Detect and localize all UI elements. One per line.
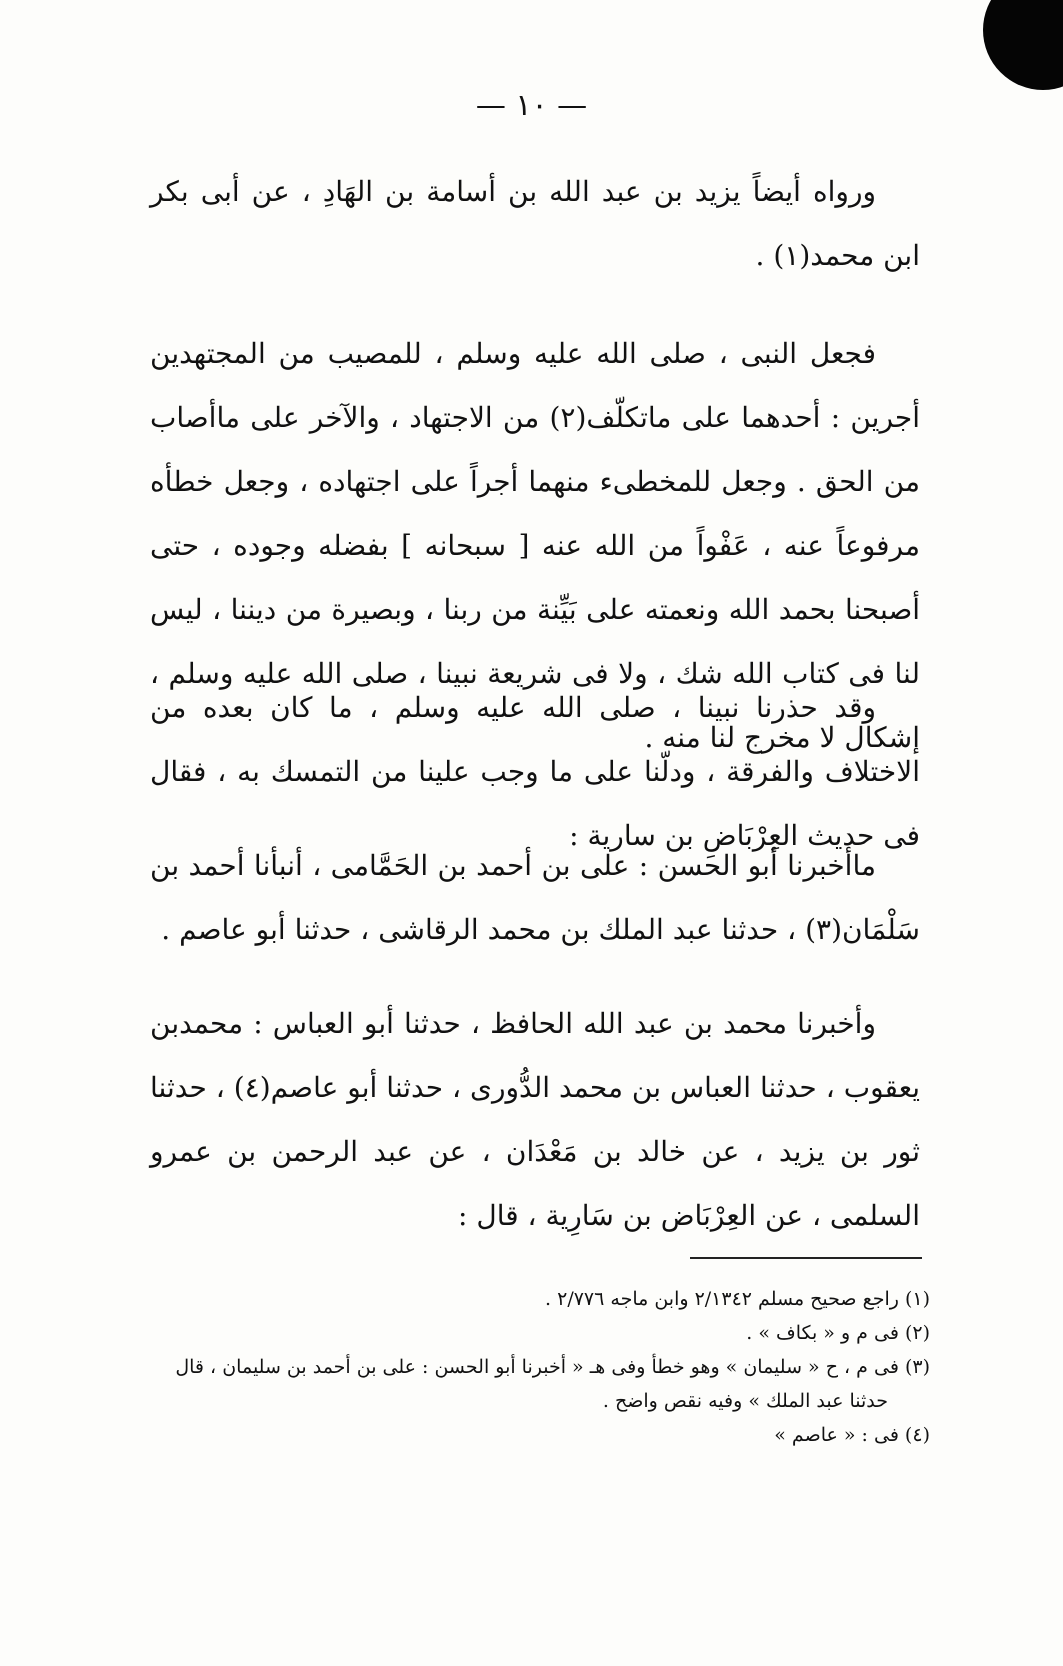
paragraph-text: فجعل النبى ، صلى الله عليه وسلم ، للمصيب من المجتهدين أجرين : أحدهما على ماتكلّف(٢) من الاجتهاد ، والآخر على ماأصاب من الحق . وجعل للمخطىء منهما أجراً على اجتهاده ، وجعل خطأه مرفوعاً عنه ، عَفْواً من الله عنه [ سبحانه ] بفضله وجوده ، حتى أصبحنا بحمد الله ونعمته على بَيِّنة من ربنا ، وبصيرة من ديننا ، ليس لنا فى كتاب الله شك ، ولا فى شريعة نبينا ، صلى الله عليه وسلم ، إشكال لا مخرج لنا منه .	[150, 337, 921, 754]
corner-ink-blot	[983, 0, 1063, 90]
paragraph-1	[150, 160, 920, 288]
footnotes	[140, 1282, 930, 1452]
footnote-1: (١) راجع صحيح مسلم ٢/١٣٤٢ وابن ماجه ٢/٧٧٦ .	[545, 1288, 930, 1310]
footnote-4: (٤) فى : « عاصم »	[774, 1424, 930, 1446]
footnote-3-continuation: حدثنا عبد الملك » وفيه نقص واضح .	[602, 1390, 888, 1412]
paragraph-text: ماأخبرنا أبو الحسن : على بن أحمد بن الحَمَّامى ، أنبأنا أحمد بن سَلْمَان(٣) ، حدثنا عبد الملك بن محمد الرقاشى ، حدثنا أبو عاصم .	[150, 849, 920, 946]
paragraph-4	[150, 834, 920, 962]
footnote-2: (٢) فى م و « بكاف » .	[746, 1322, 930, 1344]
paragraph-text: وقد حذرنا نبينا ، صلى الله عليه وسلم ، ما كان بعده من الاختلاف والفرقة ، ودلّنا على ما وجب علينا من التمسك به ، فقال فى حديث العِرْبَاضِ بن سارية :	[150, 691, 920, 852]
paragraph-text: وأخبرنا محمد بن عبد الله الحافظ ، حدثنا أبو العباس : محمدبن يعقوب ، حدثنا العباس بن محمد الدُّورى ، حدثنا أبو عاصم(٤) ، حدثنا ثور بن يزيد ، عن خالد بن مَعْدَان ، عن عبد الرحمن بن عمرو السلمى ، عن العِرْبَاض بن سَارِية ، قال :	[150, 1007, 920, 1232]
page-number: — ١٠ —	[475, 88, 588, 123]
footnote-3: (٣) فى م ، ح « سليمان » وهو خطأ وفى هـ « أخبرنا أبو الحسن : على بن أحمد بن سليمان ، قال	[175, 1356, 930, 1378]
footnote-divider	[690, 1257, 922, 1259]
paragraph-5	[150, 992, 920, 1248]
paragraph-text: ورواه أيضاً يزيد بن عبد الله بن أسامة بن الهَادِ ، عن أبى بكر ابن محمد(١) .	[150, 175, 920, 272]
